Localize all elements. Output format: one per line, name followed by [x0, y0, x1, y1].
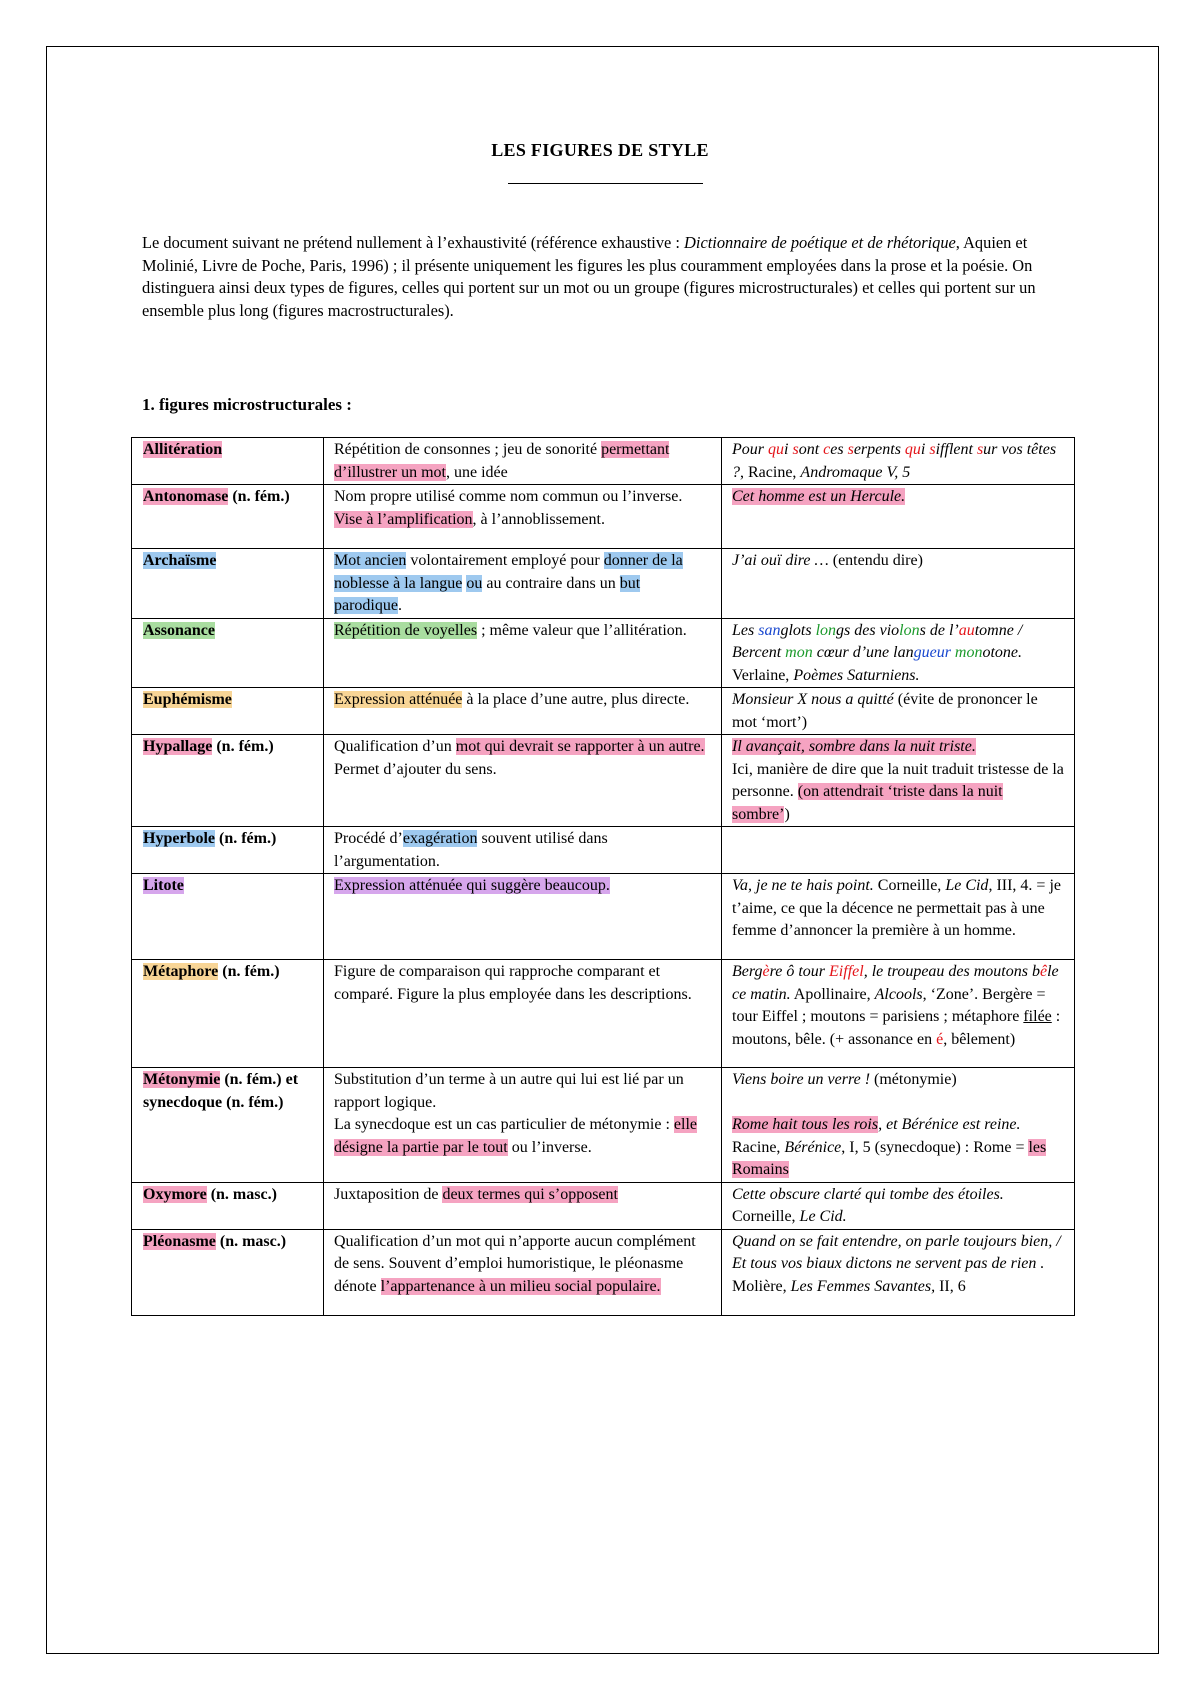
definition-highlight: mot qui devrait se rapporter à un autre.: [455, 738, 705, 755]
term-name: Litote: [143, 877, 184, 894]
definition-cell: Figure de comparaison qui rapproche comparant et comparé. Figure la plus employée dans les descriptions.: [324, 960, 722, 1068]
definition-cell: [324, 1229, 722, 1315]
term-gender: (n. fém.): [228, 488, 290, 505]
example-work: Les Femmes Savantes,: [790, 1277, 936, 1295]
definition-cell: [324, 485, 722, 549]
example-note: , III, 4. = je t’aime, ce que la décence ne permettait pas à une femme d’annoncer la première à un homme.: [732, 877, 1061, 939]
term-name: Oxymore: [143, 1185, 207, 1203]
definition-text: Juxtaposition de: [334, 1185, 443, 1203]
definition-text: La synecdoque est un cas particulier de métonymie :: [334, 1116, 674, 1133]
example-work: Andromaque V, 5: [800, 463, 911, 481]
table-row: [132, 549, 1075, 619]
term-cell: [132, 827, 324, 874]
term-name: Métonymie: [143, 1071, 221, 1088]
example-note-highlight: (on attendrait ‘triste dans la nuit sombre’: [732, 783, 1003, 823]
example-note: (métonymie): [870, 1071, 957, 1088]
example-quote-highlight: Rome hait tous les rois: [732, 1116, 879, 1133]
example-cell: Il avançait, sombre dans la nuit triste. Ici, manière de dire que la nuit traduit tristesse de la personne. (on attendrait ‘triste dans la nuit sombre’): [722, 735, 1075, 827]
term-gender: (n. fém.): [212, 738, 274, 755]
table-row: [132, 1229, 1075, 1315]
definition-highlight: ou: [466, 574, 483, 592]
example-work: Poèmes Saturniens.: [793, 666, 920, 684]
definition-highlight: elle désigne la partie par le tout: [334, 1116, 697, 1156]
definition-highlight: exagération: [402, 830, 478, 847]
example-quote: J’ai ouï dire …: [732, 552, 833, 569]
example-cell: [722, 1068, 1075, 1183]
example-note: , ‘Zone’. Bergère = tour Eiffel ; moutons = parisiens ; métaphore: [732, 985, 1046, 1025]
term-cell: [132, 874, 324, 960]
definition-text: , une idée: [445, 463, 508, 481]
intro-text-2: , Aquien et Molinié, Livre de Poche, Paris, 1996) ; il présente uniquement les figures les plus couramment employées dans la prose et la poésie. On distinguera ainsi deux types de figures, celles qui portent sur un mot ou un groupe (figures microstructurales) et celles qui portent sur un ensemble plus long (figures macrostructurales).: [142, 233, 1036, 320]
definition-cell: [324, 735, 722, 827]
table-row: [132, 485, 1075, 549]
definition-text: Procédé d’: [334, 830, 403, 847]
definition-text: Nom propre utilisé comme nom commun ou l’inverse.: [334, 488, 683, 505]
term-cell: [132, 1229, 324, 1315]
section-heading: 1. figures microstructurales :: [142, 395, 352, 414]
term-name: Pléonasme: [143, 1232, 216, 1250]
term-cell: [132, 1182, 324, 1229]
term-name: Hypallage: [143, 738, 213, 755]
table-row: [132, 688, 1075, 735]
definition-highlight: donner de la noblesse à la langue: [334, 552, 683, 592]
example-note-underlined: filée: [1023, 1008, 1052, 1025]
term-name: Hyperbole: [143, 830, 215, 847]
example-source: Molière,: [732, 1277, 791, 1295]
definition-cell: [324, 827, 722, 874]
example-cell: [722, 485, 1075, 549]
example-quote: Pour qui sont ces serpents qui sifflent sur vos têtes ?: [732, 441, 1057, 481]
term-cell: [132, 438, 324, 485]
term-name: Antonomase: [143, 488, 229, 505]
term-gender: (n. fém.): [215, 830, 277, 847]
example-cell: [722, 438, 1075, 485]
table-row: [132, 618, 1075, 688]
example-quote: Les sanglots longs des violons de l’automne / Bercent mon cœur d’une langueur monotone.: [732, 621, 1023, 661]
table-row: [132, 735, 1075, 827]
example-note-letter: é: [936, 1030, 944, 1048]
term-cell: [132, 960, 324, 1068]
title-underline: [508, 183, 703, 184]
definition-cell: [324, 688, 722, 735]
definition-cell: [324, 874, 722, 960]
definition-highlight: permettant d’illustrer un mot: [334, 441, 670, 481]
example-note: (évite de prononcer le mot ‘mort’): [732, 691, 1038, 731]
definition-highlight: deux termes qui s’opposent: [442, 1185, 618, 1203]
term-gender: (n. masc.): [206, 1185, 277, 1203]
example-source: Corneille,: [732, 1208, 800, 1225]
table-row: [132, 874, 1075, 960]
table-row: [132, 827, 1075, 874]
example-quote: Va, je ne te hais point.: [732, 877, 874, 894]
term-gender: (n. fém.): [218, 963, 280, 980]
intro-paragraph: [142, 232, 1062, 322]
example-cell: Bergère ô tour Eiffel, le troupeau des moutons bêle ce matin. Apollinaire, Alcools, ‘Zone’. Bergère = tour Eiffel ; moutons = parisiens ; métaphore filée : moutons, bêle. (+ assonance en é, bêlement): [722, 960, 1075, 1068]
example-note: II, 6: [935, 1277, 966, 1295]
example-work: Bérénice: [784, 1138, 842, 1156]
definition-text: ; même valeur que l’allitération.: [477, 621, 687, 639]
example-work: Le Cid.: [799, 1208, 847, 1225]
definition-text: volontairement employé pour: [406, 552, 604, 569]
table-row: [132, 438, 1075, 485]
example-quote: Il avançait, sombre dans la nuit triste.: [732, 738, 976, 755]
example-work: Alcools: [874, 985, 923, 1003]
definition-text: à la place d’une autre, plus directe.: [462, 691, 690, 708]
term-name: Assonance: [143, 621, 216, 639]
definition-cell: [324, 618, 722, 688]
term-name: Archaïsme: [143, 552, 217, 569]
table-row: [132, 1068, 1075, 1183]
definition-text: Qualification d’un mot qui n’apporte aucun complément de sens. Souvent d’emploi humoristique, le pléonasme dénote: [334, 1232, 696, 1295]
definition-text: Répétition de consonnes ; jeu de sonorité: [334, 441, 602, 458]
definition-text: au contraire dans un: [482, 574, 620, 592]
example-cell: [722, 874, 1075, 960]
example-note: (entendu dire): [832, 552, 923, 569]
example-source: Apollinaire,: [790, 985, 875, 1003]
example-quote: Bergère ô tour Eiffel, le troupeau des moutons bêle ce matin.: [732, 963, 1059, 1003]
example-quote: Cette obscure clarté qui tombe des étoiles.: [732, 1185, 1004, 1203]
definition-text: ou l’inverse.: [507, 1138, 592, 1156]
term-cell: [132, 735, 324, 827]
example-note-highlight: les Romains: [732, 1138, 1047, 1178]
definition-highlight: Mot ancien: [334, 552, 407, 569]
table-row: [132, 1182, 1075, 1229]
intro-reference-title: Dictionnaire de poétique et de rhétorique: [684, 233, 956, 252]
example-cell: [722, 549, 1075, 619]
term-name-2: et synecdoque: [143, 1071, 299, 1111]
definition-cell: [324, 1068, 722, 1183]
example-quote: , et Bérénice est reine.: [878, 1116, 1021, 1133]
definition-text: Permet d’ajouter du sens.: [334, 760, 497, 778]
intro-text-1: Le document suivant ne prétend nullement à l’exhaustivité (référence exhaustive :: [142, 233, 685, 252]
example-cell: [722, 688, 1075, 735]
definition-highlight: Répétition de voyelles: [334, 621, 478, 639]
term-cell: [132, 1068, 324, 1183]
definition-text: , à l’annoblissement.: [472, 510, 605, 528]
example-quote: Monsieur X nous a quitté: [732, 691, 894, 708]
example-cell: [722, 1182, 1075, 1229]
definition-highlight: but parodique: [334, 574, 641, 614]
term-gender: (n. masc.): [215, 1232, 287, 1250]
definition-highlight: Expression atténuée: [334, 691, 463, 708]
term-name: Euphémisme: [143, 691, 232, 708]
table-row: [132, 960, 1075, 1068]
example-note: Ici, manière de dire que la nuit traduit tristesse de la personne.: [732, 760, 1064, 800]
example-source: Verlaine,: [732, 666, 794, 684]
definition-text: Substitution d’un terme à un autre qui lui est lié par un rapport logique.: [334, 1071, 684, 1111]
definition-highlight: l’appartenance à un milieu social populaire.: [380, 1277, 661, 1295]
definition-text: souvent utilisé dans l’argumentation.: [334, 830, 608, 870]
term-cell: [132, 618, 324, 688]
definition-highlight: Vise à l’amplification: [334, 510, 473, 528]
example-cell: [722, 827, 1075, 874]
term-cell: [132, 549, 324, 619]
page-title: LES FIGURES DE STYLE: [491, 140, 709, 160]
term-name: Allitération: [143, 441, 223, 458]
term-cell: [132, 688, 324, 735]
example-cell: [722, 618, 1075, 688]
example-source: Racine,: [732, 1138, 785, 1156]
definition-text: Qualification d’un: [334, 738, 456, 755]
definition-cell: Mot ancien volontairement employé pour donner de la noblesse à la langue ou au contraire dans un but parodique.: [324, 549, 722, 619]
example-cell: [722, 1229, 1075, 1315]
definition-cell: [324, 438, 722, 485]
definition-highlight: Expression atténuée qui suggère beaucoup.: [334, 877, 610, 894]
example-source: , Racine,: [740, 463, 801, 481]
example-quote: Quand on se fait entendre, on parle toujours bien, / Et tous vos biaux dictons ne servent pas de rien .: [732, 1232, 1061, 1272]
figures-table: [131, 437, 1075, 1316]
example-quote: Cet homme est un Hercule.: [732, 488, 906, 505]
example-work: Le Cid: [945, 877, 989, 894]
term-name: Métaphore: [143, 963, 219, 980]
definition-cell: [324, 1182, 722, 1229]
term-gender-2: (n. fém.): [222, 1093, 284, 1111]
example-note: , I, 5 (synecdoque) : Rome =: [841, 1138, 1029, 1156]
example-quote: Viens boire un verre !: [732, 1071, 871, 1088]
term-cell: [132, 485, 324, 549]
term-gender: (n. fém.): [220, 1071, 282, 1088]
example-source: Corneille,: [873, 877, 946, 894]
